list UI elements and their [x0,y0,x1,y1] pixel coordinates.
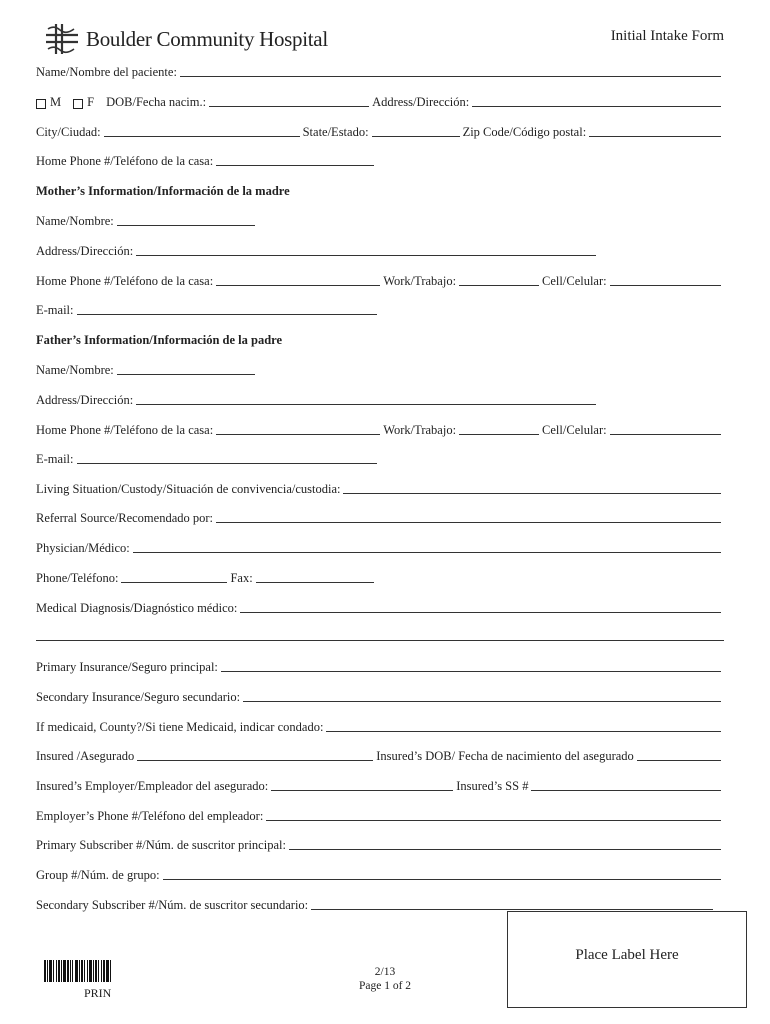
label-placement-box [507,911,747,1008]
physician-phone-field[interactable] [121,570,227,583]
mother-address-row [36,240,724,258]
physician-field[interactable] [133,540,721,553]
mother-email-label: E-mail: [36,303,74,317]
checkbox-icon [73,99,83,109]
state-field[interactable] [372,124,460,137]
insured-ss-field[interactable] [531,778,721,791]
hospital-name: Boulder Community Hospital [86,26,328,51]
primary-subscriber-row [36,834,724,852]
insured-label: Insured /Asegurado [36,749,135,763]
employer-phone-label: Employer’s Phone #/Teléfono del empleador: [36,809,264,823]
patient-city-row [36,121,724,139]
employer-phone-row [36,805,724,823]
referral-row [36,507,724,525]
insured-row [36,745,724,763]
zip-field[interactable] [589,124,721,137]
insured-employer-field[interactable] [271,778,453,791]
primary-subscriber-field[interactable] [289,837,721,850]
patient-name-label: Name/Nombre del paciente: [36,65,177,79]
father-address-label: Address/Dirección: [36,393,134,407]
father-email-row [36,448,724,466]
dob-field[interactable] [209,94,369,107]
father-email-field[interactable] [77,451,377,464]
city-field[interactable] [104,124,300,137]
primary-subscriber-label: Primary Subscriber #/Núm. de suscritor principal: [36,838,286,852]
barcode-icon [44,960,146,982]
male-checkbox[interactable] [36,95,61,109]
secondary-insurance-label: Secondary Insurance/Seguro secundario: [36,690,241,704]
secondary-subscriber-field[interactable] [311,897,713,910]
state-label: State/Estado: [302,125,369,139]
mother-home-phone-field[interactable] [216,273,380,286]
group-number-field[interactable] [163,867,721,880]
living-situation-label: Living Situation/Custody/Situación de convivencia/custodia: [36,482,341,496]
mother-address-field[interactable] [136,243,596,256]
dob-label: DOB/Fecha nacim.: [106,95,207,109]
secondary-insurance-field[interactable] [243,689,721,702]
father-home-phone-label: Home Phone #/Teléfono de la casa: [36,423,214,437]
hospital-logo [44,22,328,56]
diagnosis-continuation-field[interactable] [36,640,724,641]
insured-dob-label: Insured’s DOB/ Fecha de nacimiento del asegurado [376,749,634,763]
address-label: Address/Dirección: [372,95,470,109]
checkbox-icon [36,99,46,109]
address-field[interactable] [472,94,721,107]
mother-heading-row [36,180,724,198]
group-number-label: Group #/Núm. de grupo: [36,868,160,882]
diagnosis-label: Medical Diagnosis/Diagnóstico médico: [36,601,238,615]
insured-field[interactable] [137,748,373,761]
living-situation-field[interactable] [343,481,721,494]
insured-dob-field[interactable] [637,748,721,761]
zip-label: Zip Code/Código postal: [462,125,587,139]
primary-insurance-row [36,656,724,674]
father-name-field[interactable] [117,362,255,375]
mother-email-field[interactable] [77,302,377,315]
physician-row [36,537,724,555]
mother-section-heading: Mother’s Information/Información de la madre [36,184,290,198]
cross-waves-logo-icon [44,22,80,56]
father-address-row [36,389,724,407]
form-code: 2/13 [374,966,396,978]
mother-cell-field[interactable] [610,273,721,286]
female-checkbox[interactable] [73,95,94,109]
mother-name-field[interactable] [117,213,255,226]
father-name-label: Name/Nombre: [36,363,114,377]
referral-label: Referral Source/Recomendado por: [36,511,214,525]
patient-name-row [36,61,724,79]
physician-label: Physician/Médico: [36,541,130,555]
diagnosis-row [36,597,724,615]
secondary-subscriber-label: Secondary Subscriber #/Núm. de suscritor secundario: [36,898,309,912]
father-heading-row [36,329,724,347]
primary-insurance-field[interactable] [221,659,721,672]
living-row [36,478,724,496]
referral-field[interactable] [216,510,721,523]
insured-employer-label: Insured’s Employer/Empleador del asegurado: [36,779,269,793]
father-work-field[interactable] [459,422,539,435]
primary-insurance-label: Primary Insurance/Seguro principal: [36,660,218,674]
patient-phone-row [36,150,724,168]
father-phone-row [36,419,724,437]
father-email-label: E-mail: [36,452,74,466]
medicaid-county-field[interactable] [326,719,721,732]
city-label: City/Ciudad: [36,125,101,139]
father-cell-field[interactable] [610,422,721,435]
mother-work-field[interactable] [459,273,539,286]
page-footer [340,965,430,993]
phone-fax-row [36,567,724,585]
father-address-field[interactable] [136,392,596,405]
mother-email-row [36,299,724,317]
patient-sex-dob-row [36,91,724,109]
mother-home-phone-label: Home Phone #/Teléfono de la casa: [36,274,214,288]
secondary-insurance-row [36,686,724,704]
insured-ss-label: Insured’s SS # [456,779,529,793]
insured-employer-row [36,775,724,793]
mother-phone-row [36,270,724,288]
physician-fax-field[interactable] [256,570,374,583]
medicaid-county-label: If medicaid, County?/Si tiene Medicaid, indicar condado: [36,720,324,734]
medicaid-row [36,716,724,734]
physician-phone-label: Phone/Teléfono: [36,571,119,585]
secondary-subscriber-row [36,894,716,912]
diagnosis-field[interactable] [240,600,721,613]
female-label: F [87,95,95,109]
patient-name-field[interactable] [180,64,721,77]
father-home-phone-field[interactable] [216,422,380,435]
mother-name-label: Name/Nombre: [36,214,114,228]
employer-phone-field[interactable] [266,808,721,821]
group-row [36,864,724,882]
father-work-label: Work/Trabajo: [383,423,457,437]
father-section-heading: Father’s Information/Información de la padre [36,333,283,347]
home-phone-label: Home Phone #/Teléfono de la casa: [36,154,214,168]
father-cell-label: Cell/Celular: [542,423,607,437]
home-phone-field[interactable] [216,153,374,166]
form-title: Initial Intake Form [610,28,724,44]
label-placement-text: Place Label Here [575,947,679,963]
physician-fax-label: Fax: [230,571,253,585]
mother-address-label: Address/Dirección: [36,244,134,258]
mother-name-row [36,210,724,228]
father-name-row [36,359,724,377]
mother-work-label: Work/Trabajo: [383,274,457,288]
mother-cell-label: Cell/Celular: [542,274,607,288]
male-label: M [50,95,62,109]
page-number: Page 1 of 2 [358,980,412,992]
barcode-caption: PRIN [84,986,112,1000]
